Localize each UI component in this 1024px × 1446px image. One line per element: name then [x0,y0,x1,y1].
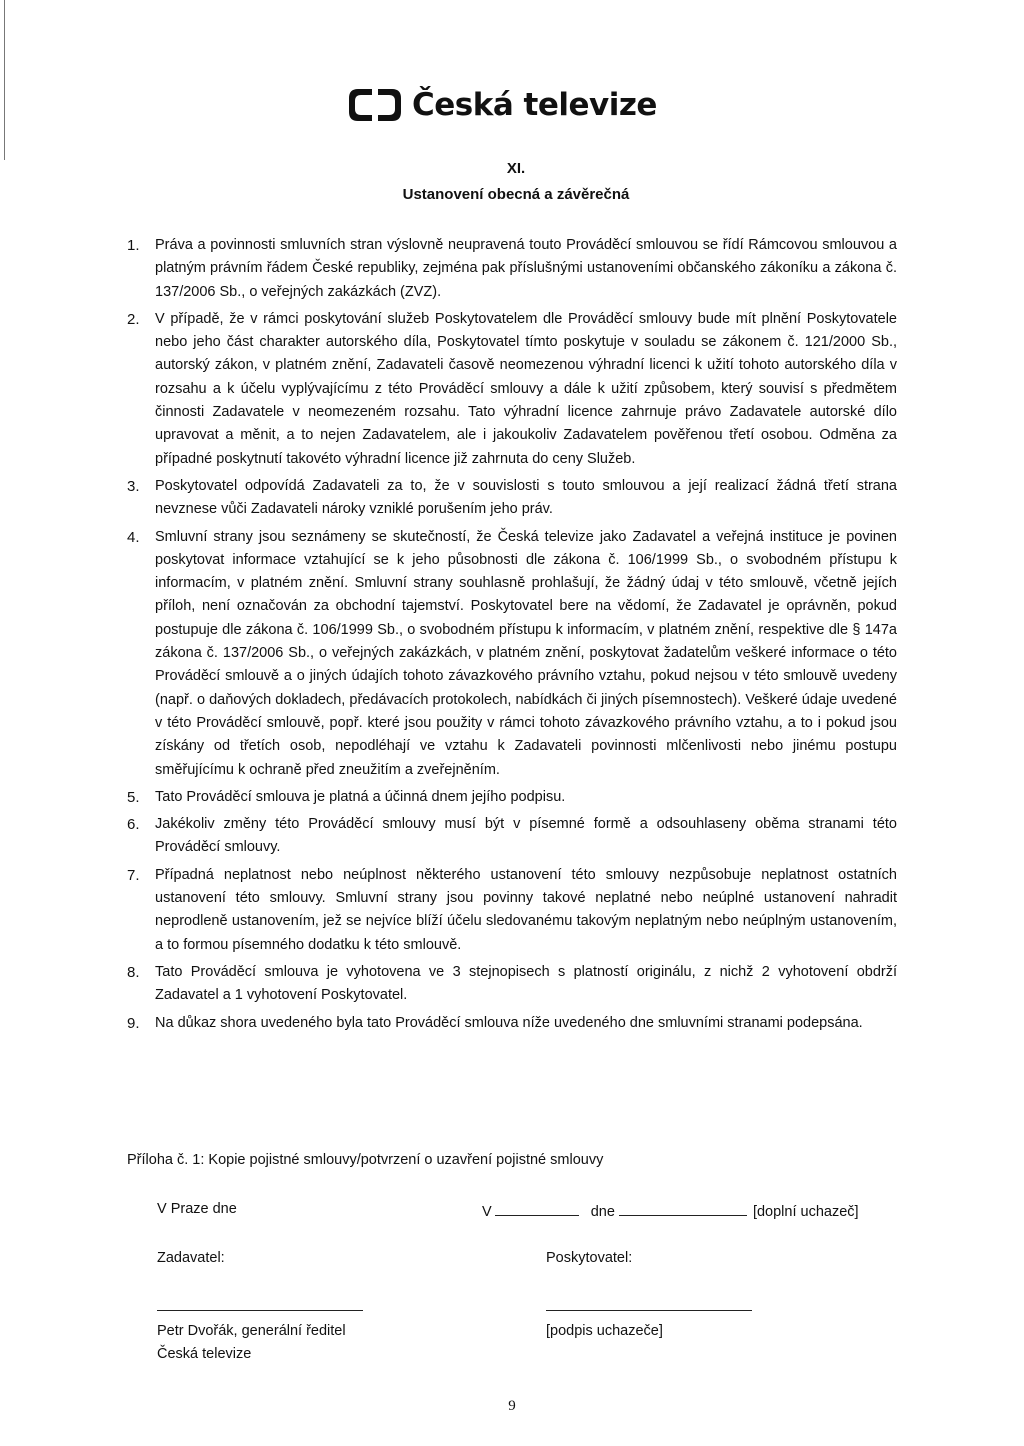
right-signatory: [podpis uchazeče] [546,1323,663,1339]
ct-logo-text: Česká televize [412,87,657,123]
clause-number: 8. [127,963,140,981]
clause-number: 5. [127,788,140,806]
left-signatory-org: Česká televize [157,1346,252,1362]
clause-number: 2. [127,310,140,328]
clause-text: V případě, že v rámci poskytování služeb Poskytovatelem dle Prováděcí smlouvy bude mít plnění Poskytovatele nebo jeho část charakter autorského díla, Poskytovatel tímto poskytuje v souladu se zákonem č. 121/2000 Sb., autorský zákon, v platném znění, Zadavateli časově neomezenou výhradní licenci k užití tohoto autorského díla v rozsahu a k účelu vyplývajícímu z této Prováděcí smlouvy a dále k užití způsobem, který souvisí s předmětem činnosti Zadavatele v neomezeném rozsahu. Tato výhradní licence zahrnuje právo Zadavatele autorské dílo upravovat a měnit, a to nejen Zadavatelem, ale i jakoukoliv Zadavatelem pověřenou třetí osobou. Odměna za případné poskytnutí takovéto výhradní licence již zahrnuta do ceny Služeb. [155,310,897,467]
left-party-label: Zadavatel: [157,1250,225,1266]
clause-number: 9. [127,1014,140,1032]
right-place-prefix: V [482,1204,492,1220]
ct-logo-icon [346,86,404,124]
clause-item-4 [127,526,897,782]
clause-item-2 [127,308,897,471]
clause-text: Tato Prováděcí smlouva je vyhotovena ve 3 stejnopisech s platností originálu, z nichž 2 vyhotovení obdrží Zadavatel a 1 vyhotovení Poskytovatel. [155,963,897,1004]
right-party-label: Poskytovatel: [546,1250,633,1266]
clause-item-9 [127,1012,897,1035]
clause-item-3 [127,475,897,522]
clauses-list [127,234,897,1035]
right-signature-line [546,1310,752,1311]
right-date-label: dne [590,1204,615,1220]
left-signature-line [157,1310,363,1311]
fill-note: [doplní uchazeč] [752,1204,859,1220]
place-blank[interactable] [495,1201,579,1216]
scan-edge-line [4,0,5,160]
clause-text: Poskytovatel odpovídá Zadavateli za to, že v souvislosti s touto smlouvou a její realizací žádná třetí strana nevznese vůči Zadavateli nároky vzniklé porušením jeho práv. [155,477,897,518]
clause-item-6 [127,813,897,860]
clause-text: Práva a povinnosti smluvních stran výslovně neupravená touto Prováděcí smlouvou se řídí Rámcovou smlouvou a platným právním řádem České republiky, zejména pak příslušnými ustanoveními občanského zákoníku a zákona č. 137/2006 Sb., o veřejných zakázkách (ZVZ). [155,237,897,300]
page-number: 9 [508,1398,516,1414]
clause-item-5 [127,786,897,809]
date-blank[interactable] [619,1201,747,1216]
clause-text: Případná neplatnost nebo neúplnost některého ustanovení této smlouvy nezpůsobuje neplatnost ostatních ustanovení této smlouvy. Smluvní strany jsou povinny takové neplatné nebo neúplné ustanovení nahradit neprodleně ustanovením, jež se nejvíce blíží účelu sledovanému takovým neplatným nebo neúplným ustanovením, a to formou písemného dodatku k této smlouvě. [155,866,897,953]
section-title: Ustanovení obecná a závěrečná [402,186,630,203]
clause-number: 6. [127,816,140,834]
clause-number: 1. [127,237,140,254]
clause-text: Tato Prováděcí smlouva je platná a účinná dnem jejího podpisu. [155,788,566,805]
left-signatory-name: Petr Dvořák, generální ředitel [157,1323,346,1339]
clause-item-1 [127,234,897,304]
right-place-date-line [482,1201,859,1220]
clause-text: Jakékoliv změny této Prováděcí smlouvy musí být v písemné formě a odsouhlaseny oběma stranami této Prováděcí smlouvy. [155,816,897,856]
clause-text: Smluvní strany jsou seznámeny se skutečností, že Česká televize jako Zadavatel a veřejná instituce je povinen poskytovat informace vztahující se k jeho působnosti dle zákona č. 106/1999 Sb., o svobodném přístupu k informacím, v platném znění. Smluvní strany souhlasně prohlašují, že žádný údaj v této smlouvě, včetně jejích příloh, není označován za obchodní tajemství. Poskytovatel bere na vědomí, že Zadavatel je oprávněn, pokud postupuje dle zákona č. 106/1999 Sb., o svobodném přístupu k informacím, v platném znění, respektive dle § 147a zákona č. 137/2006 Sb., o veřejných zakázkách, v platném znění, poskytovat žadatelům veškeré informace o této Prováděcí smlouvě a o jiných údajích tohoto závazkového právního vztahu, pokud nejsou v této smlouvě uvedeny (např. o daňových dokladech, předávacích protokolech, nabídkách či jiných písemnostech). Veškeré údaje uvedené v této Prováděcí smlouvě, popř. které jsou použity v rámci tohoto závazkového právního vztahu, a to i pokud jsou získány od třetích osob, nepodléhají ve vztahu k Zadavateli povinnosti mlčenlivosti nebo jinému postupu směřujícímu k ochraně před zneužitím a zveřejněním. [155,528,897,778]
attachment-note: Příloha č. 1: Kopie pojistné smlouvy/potvrzení o uzavření pojistné smlouvy [127,1152,604,1168]
clause-item-8 [127,961,897,1008]
ct-logo [346,86,657,124]
left-place-date: V Praze dne [157,1201,237,1217]
clause-number: 7. [127,866,140,884]
clause-text: Na důkaz shora uvedeného byla tato Prováděcí smlouva níže uvedeného dne smluvními stranami podepsána. [155,1014,863,1031]
clause-number: 3. [127,477,140,495]
section-number: XI. [506,160,526,177]
clause-number: 4. [127,528,140,546]
clause-item-7 [127,864,897,957]
